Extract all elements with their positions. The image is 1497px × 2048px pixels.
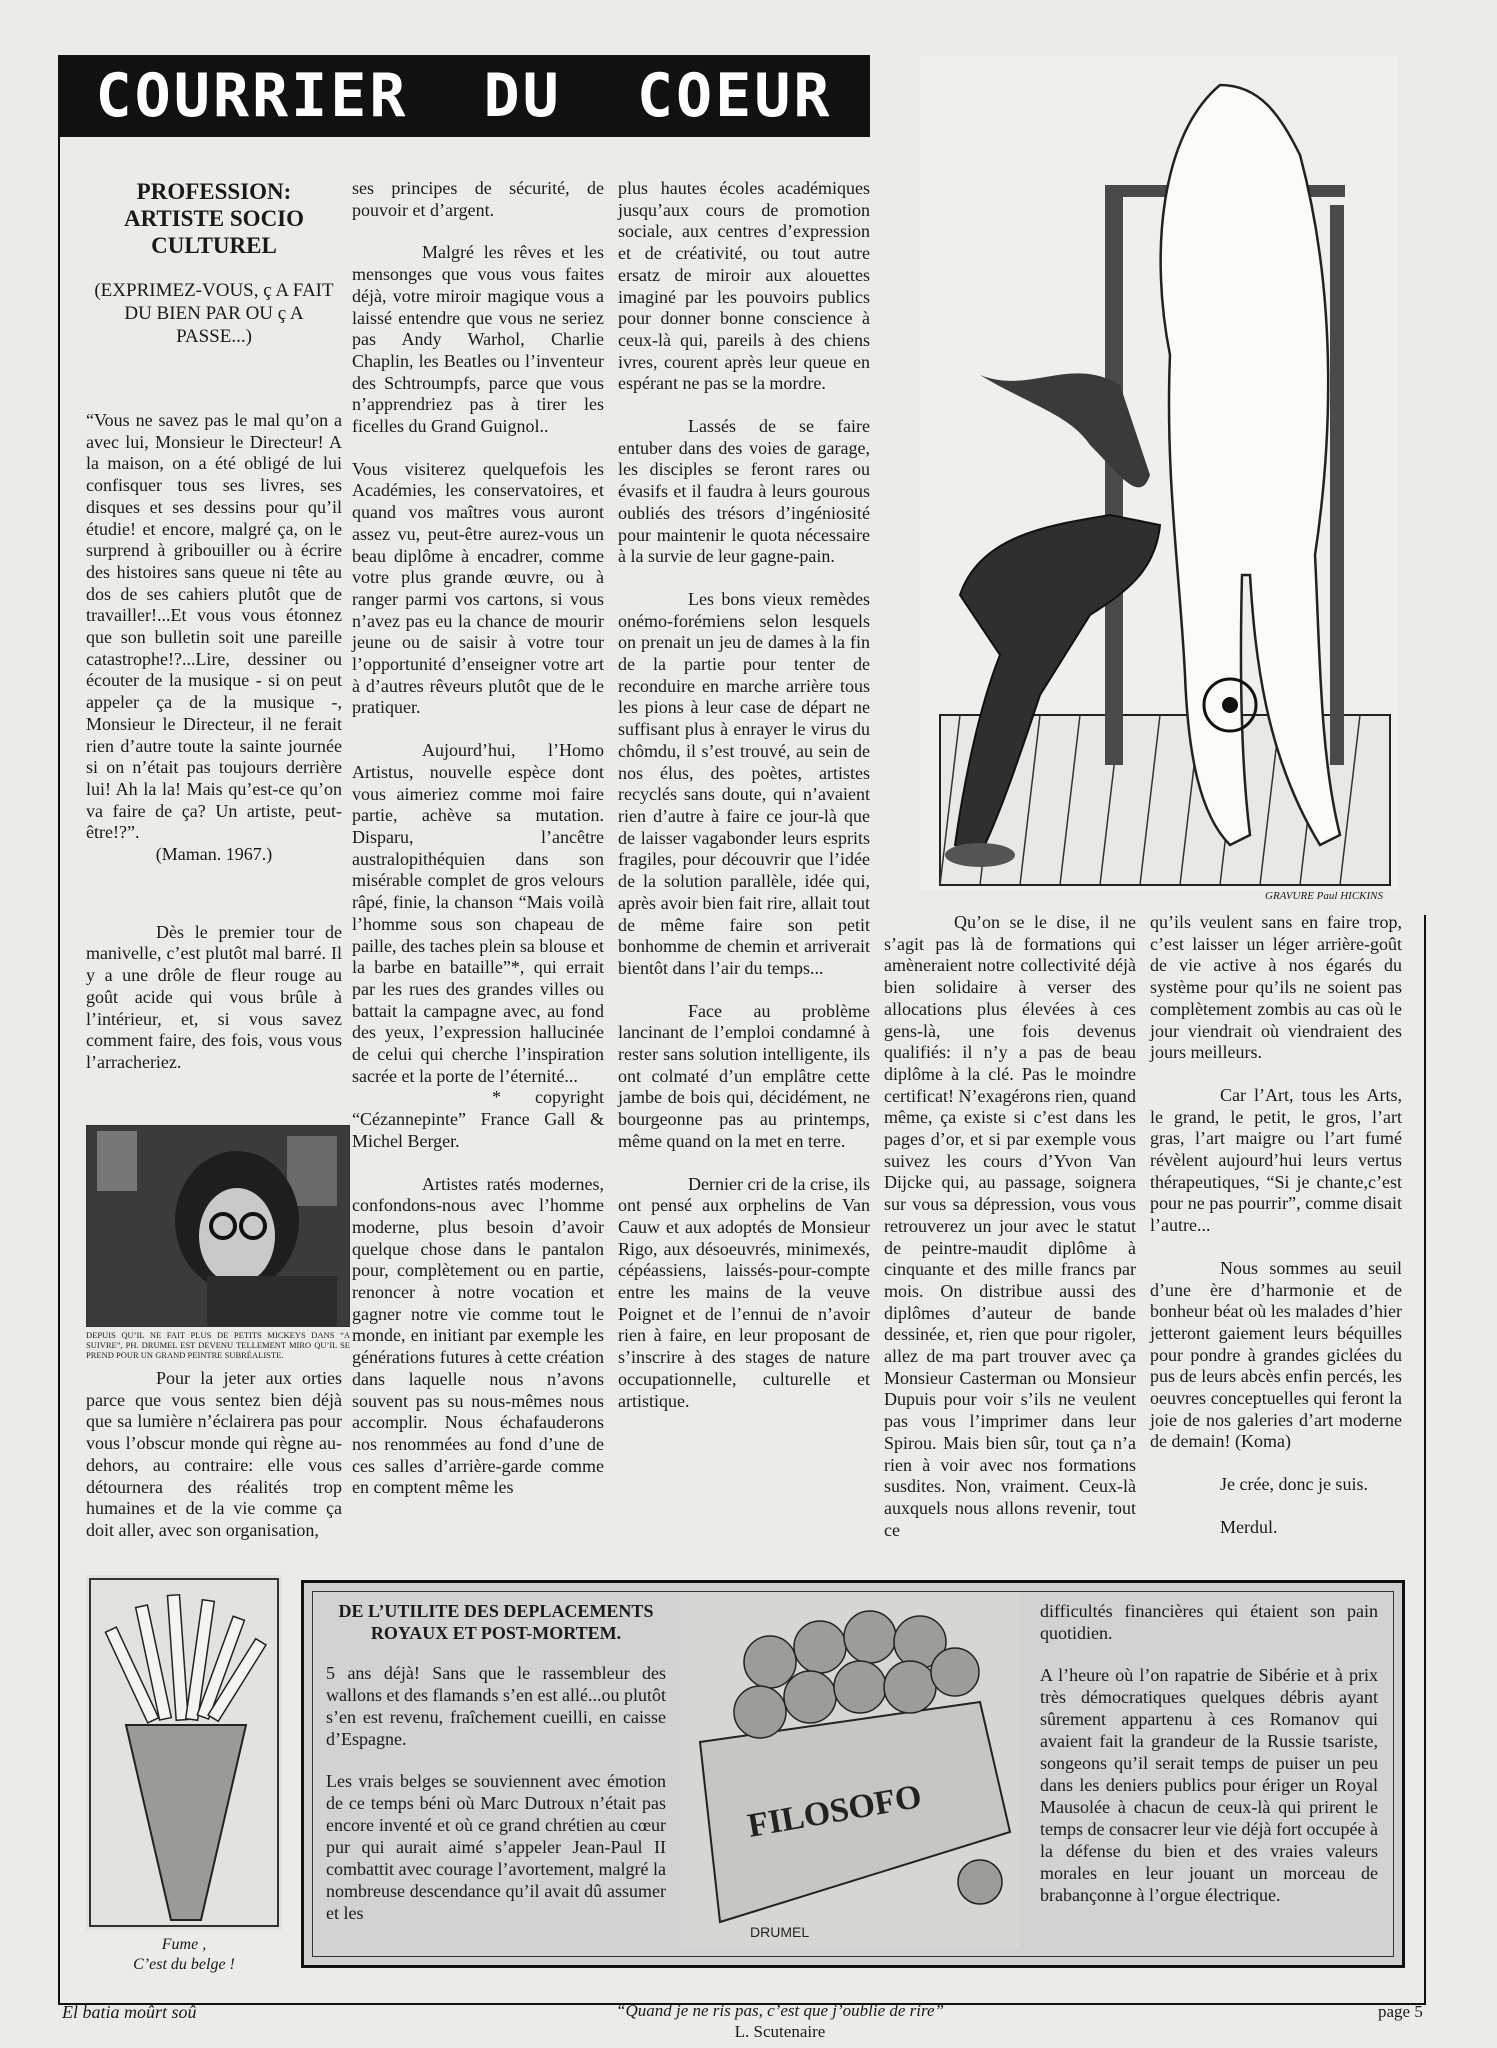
fries-caption-line-2: C’est du belge ! <box>133 1956 235 1973</box>
masthead-word-3: COEUR <box>636 61 833 131</box>
footer-publication-name: El batia moûrt soû <box>62 2002 197 2022</box>
paragraph: Artistes ratés modernes, confondons-nous avec l’homme moderne, plus besoin d’avoir quelque chose dans le pantalon pour, complètement ou en partie, renoncer à notre vocation et gagner notre vie comme tout le monde, en initiant par exemple les générations futures à cette création dans laquelle nous n’avons souvent pas su nous-mêmes nous accomplir. Nous échafauderons nos renommées au fond d’une de ces salles d’arrière-garde comme en comptent même les <box>352 1173 604 1498</box>
paragraph: Dès le premier tour de manivelle, c’est plutôt mal barré. Il y a une drôle de fleur rouge au goût acide qui vous brûle à l’intérieur, et, si vous savez comment faire, des fois, vous vous l’arracheriez. <box>86 921 342 1072</box>
paragraph: Malgré les rêves et les mensonges que vous vous faites déjà, votre miroir magique vous a laissé entendre que vous ne seriez pas Andy Warhol, Charlie Chaplin, les Beatles ou l’inventeur des Schtroumpfs, parce que vous n’apprendriez pas à tirer les ficelles du Grand Guignol.. <box>352 242 604 437</box>
paragraph: Car l’Art, tous les Arts, le grand, le petit, le gros, l’art gras, l’art maigre ou l’art fumé révèlent aujourd’hui leurs vertus thérapeutiques, “Si je chante,c’est pour ne pas pourrir”, comme disait l’autre... <box>1150 1084 1402 1236</box>
paragraph: Pour la jeter aux orties parce que vous sentez bien déjà que sa lumière n’éclairera pas pour vous l’obscur monde qui règne au-dehors, au contraire: elle vous détournera des réalités trop humaines et de la vie comme ça doit aller, avec son organisation, <box>86 1368 342 1540</box>
paragraph: Face au problème lancinant de l’emploi condamné à rester sans solution intelligente, ils ont colmaté d’un emplâtre cette jambe de bois qui, décidément, ne bourgeonne pas au printemps, même quand on la met en terre. <box>618 1000 870 1151</box>
fries-caption-line-1: Fume , <box>161 1936 207 1953</box>
paragraph: Dernier cri de la crise, ils ont pensé aux orphelins de Van Cauw et aux adoptés de Monsieur Rigo, aux désoeuvrés, minimexés, cépéassiens, laissés-pour-compte entre les mains de la veuve Poignet et de l’ennui de n’avoir rien à faire, en leur proposant de s’inscrire à des stages de nature occupationnelle, culturelle et artistique. <box>618 1173 870 1411</box>
paragraph: Je crée, donc je suis. <box>1220 1474 1368 1495</box>
article-column-1-continued <box>86 1368 342 1563</box>
article-column-5 <box>1150 912 1402 1560</box>
crate-signature: DRUMEL <box>750 1924 810 1940</box>
article-column-2 <box>352 178 604 1520</box>
frame-rule-right <box>1424 915 1426 2005</box>
fries-cone-illustration <box>86 1575 282 1930</box>
paragraph: Les bons vieux remèdes onémo-forémiens selon lesquels on prenait un jeu de dames à la fin de la partie pour tenter de reconduire en marche arrière tous les pions à leur case de départ ne suffisant plus à enrayer le virus du chômdu, il s’est trouvé, au sein de nos élus, des poètes, artistes recyclés sans doute, qui n’avaient rien d’autre à faire ce jour-là que de laisser vagabonder leurs esprits fragiles, pour découvrir que l’idée de la solution parallèle, idée qui, après avoir bien fait rire, allait tout de même faire son petit bonhomme de chemin et arriverait bientôt dans l’air du temps... <box>618 588 870 978</box>
article-title: PROFESSION: ARTISTE SOCIO CULTUREL <box>123 179 305 258</box>
photo-caption: DEPUIS QU’IL NE FAIT PLUS DE PETITS MICKEYS DANS “A SUIVRE”, PH. DRUMEL EST DEVENU TELLEMENT MIRO QU’IL SE PREND POUR UN GRAND PEINTRE SUBRÉALISTE. <box>86 1330 350 1360</box>
paragraph: Vous visiterez quelquefois les Académies, les conservatoires, et quand vos maîtres vous auront assez vu, peut-être aurez-vous un beau diplôme à encadrer, comme votre plus grande œuvre, ou à ranger parmi vos cartons, si vous n’avez pas eu la chance de mourir jeune ou de saisir à votre tour l’opportunité d’enseigner votre art à d’autres rêveurs plutôt que de le pratiquer. <box>352 458 604 718</box>
paragraph: 5 ans déjà! Sans que le rassembleur des wallons et des flamands s’en est allé...ou plutôt s’en est revenu, fraîchement cueilli, en caisse d’Espagne. <box>326 1663 666 1749</box>
fries-caption <box>86 1935 282 1975</box>
portrait-photo-art <box>87 1126 349 1326</box>
footer-quote-text: “Quand je ne ris pas, c’est que j’oublie de rire” <box>616 2001 944 2020</box>
boxed-article-column-1 <box>326 1600 666 1944</box>
paragraph: Les vrais belges se souviennent avec émotion de ce temps béni où Marc Dutroux n’était pas encore inventé et où ce grand chrétien au cœur pur qui aurait aimé s’appeler Jean-Paul II combattit avec courage l’avortement, malgré la nombreuse descendance qu’il avait dû assumer et les <box>326 1771 666 1923</box>
paragraph: difficultés financières qui étaient son pain quotidien. <box>1040 1601 1378 1643</box>
page-number: page 5 <box>1378 2002 1423 2021</box>
boxed-article-column-2 <box>1040 1600 1378 1926</box>
engraving-art <box>920 55 1398 890</box>
article-subtitle: (EXPRIMEZ-VOUS, ç A FAIT DU BIEN PAR OU ç A PASSE...) <box>94 280 334 347</box>
masthead-word-2: DU <box>483 61 562 131</box>
paragraph: Lassés de se faire entuber dans des voies de garage, les disciples se feront rares ou évasifs et il faudra à leurs gourous oubliés des trésors d’ingéniosité pour maintenir le quota nécessaire à la survie de leur gagne-pain. <box>618 416 870 567</box>
illustration-caption: GRAVURE Paul HICKINS <box>1265 890 1383 902</box>
article-column-1 <box>86 178 342 1095</box>
engraving-illustration <box>920 55 1398 890</box>
paragraph: Aujourd’hui, l’Homo Artistus, nouvelle espèce dont vous aimeriez comme moi faire partie, achève sa mutation. Disparu, l’ancêtre australopithéquien dans son misérable complet de gros velours râpé, finie, la chanson “Mais voilà l’homme sous son chapeau de paille, des taches plein sa blouse et la barbe en bataille”*, qui errait par les rues des grandes villes ou battait la campagne avec, au fond des yeux, l’expression hallucinée de celui qui cherche l’inspiration sacrée et la porte de l’éternité... <box>352 740 604 1086</box>
masthead-word-1: COURRIER <box>95 61 409 131</box>
paragraph: Qu’on se le dise, il ne s’agit pas là de formations qui amèneraient notre collectivité déjà bien solidaire à verser des allocations plus élevées à ces gens-là, une fois devenus qualifiés: il n’y a pas de beau diplôme à la clé. Pas le moindre certificat! N’exagérons rien, quand même, ça existe si c’est dans les pages d’or, et si par exemple vous suivez les cours d’Yvon Van Dijcke qui, au passage, soignera sur vous sa dépression, vous vous retrouverez un jour avec le statut de peintre-maudit diplôme à cinquante et des mille francs par mois. On distribue aussi des diplômes d’auteur de bande dessinée, et, rien que pour rigoler, allez de ma part trouver avec ça Monsieur Casterman ou Monsieur Dupuis pour voir s’ils ne veulent pas vous l’imprimer dans leur Spirou. Mais bien sûr, tout ça n’a rien à voir avec nos formations susdites. Non, vraiment. Ceux-là auxquels nous allons revenir, tout ce <box>884 912 1136 1540</box>
boxed-article-title: DE L’UTILITE DES DEPLACEMENTS ROYAUX ET POST-MORTEM. <box>338 1601 654 1643</box>
quote-signoff: (Maman. 1967.) <box>155 844 273 865</box>
frame-rule-left <box>58 137 60 2005</box>
footer-quote <box>520 2000 1040 2042</box>
crate-label: FILOSOFO <box>744 1777 925 1845</box>
portrait-photo <box>86 1125 350 1327</box>
orange-crate-illustration <box>680 1592 1020 1947</box>
paragraph: Nous sommes au seuil d’une ère d’harmonie et de bonheur béat où les malades d’hier jetteront gaiement leurs béquilles pour pondre à grandes giclées du pus de leurs abcès enfin percés, les oeuvres conceptuelles qui feront la joie de nos galeries d’art moderne de demain! (Koma) <box>1150 1257 1402 1452</box>
signature: Merdul. <box>1220 1516 1278 1537</box>
footnote: * copyright “Cézannepinte” France Gall & Michel Berger. <box>352 1087 604 1151</box>
footer-quote-author: L. Scutenaire <box>734 2022 826 2041</box>
paragraph: qu’ils veulent sans en faire trop, c’est laisser un léger arrière-goût de vie active à nos égarés du système pour qu’ils ne soient pas complètement zombis au cas où le jour viendrait où viendraient des jours meilleurs. <box>1150 912 1402 1063</box>
orange-crate-art <box>680 1592 1020 1947</box>
article-column-4 <box>884 912 1136 1562</box>
section-masthead <box>58 55 870 137</box>
paragraph: ses principes de sécurité, de pouvoir et d’argent. <box>352 178 604 220</box>
fries-cone-art <box>86 1575 282 1930</box>
paragraph: plus hautes écoles académiques jusqu’aux cours de promotion sociale, aux centres d’expression et de créativité, ou tout autre ersatz de miroir aux alouettes imaginé par les pouvoirs publics pour donner bonne conscience à ceux-là qui, pareils à des chiens ivres, courent après leur queue en espérant ne pas se la mordre. <box>618 178 870 394</box>
quote-paragraph: “Vous ne savez pas le mal qu’on a avec lui, Monsieur le Directeur! A la maison, on a été obligé de lui confisquer tous ses livres, ses disques et ses dessins pour qu’il étudie! et encore, malgré ça, on le surprend à gribouiller ou à écrire des histoires sans queue ni tête au dos de ses cahiers plutôt que de travailler!...Et vous vous étonnez que son bulletin soit une pareille catastrophe!?...Lire, dessiner ou écouter de la musique - si on peut appeler ça de la musique -, Monsieur le Directeur, il ne ferait rien d’autre toute la sainte journée si on n’était pas toujours derrière lui! Ah la la! Mais qu’est-ce qu’on va faire de ça? Un artiste, peut-être!?”. <box>86 410 342 843</box>
paragraph: A l’heure où l’on rapatrie de Sibérie et à prix très démocratiques quelques débris ayant sûrement appartenu à ces Romanov qui avaient fait la grandeur de la Russie tsariste, songeons qu’il serait temps de puiser un peu dans les deniers publics pour ériger un Royal Mausolée à chacun de ceux-là qui prirent le temps de consacrer leur vie déjà fort occupée à la défense du bien et des vraies valeurs morales en leur jouant un morceau de brabançonne à l’orgue électrique. <box>1040 1665 1378 1905</box>
article-column-3 <box>618 178 870 1433</box>
